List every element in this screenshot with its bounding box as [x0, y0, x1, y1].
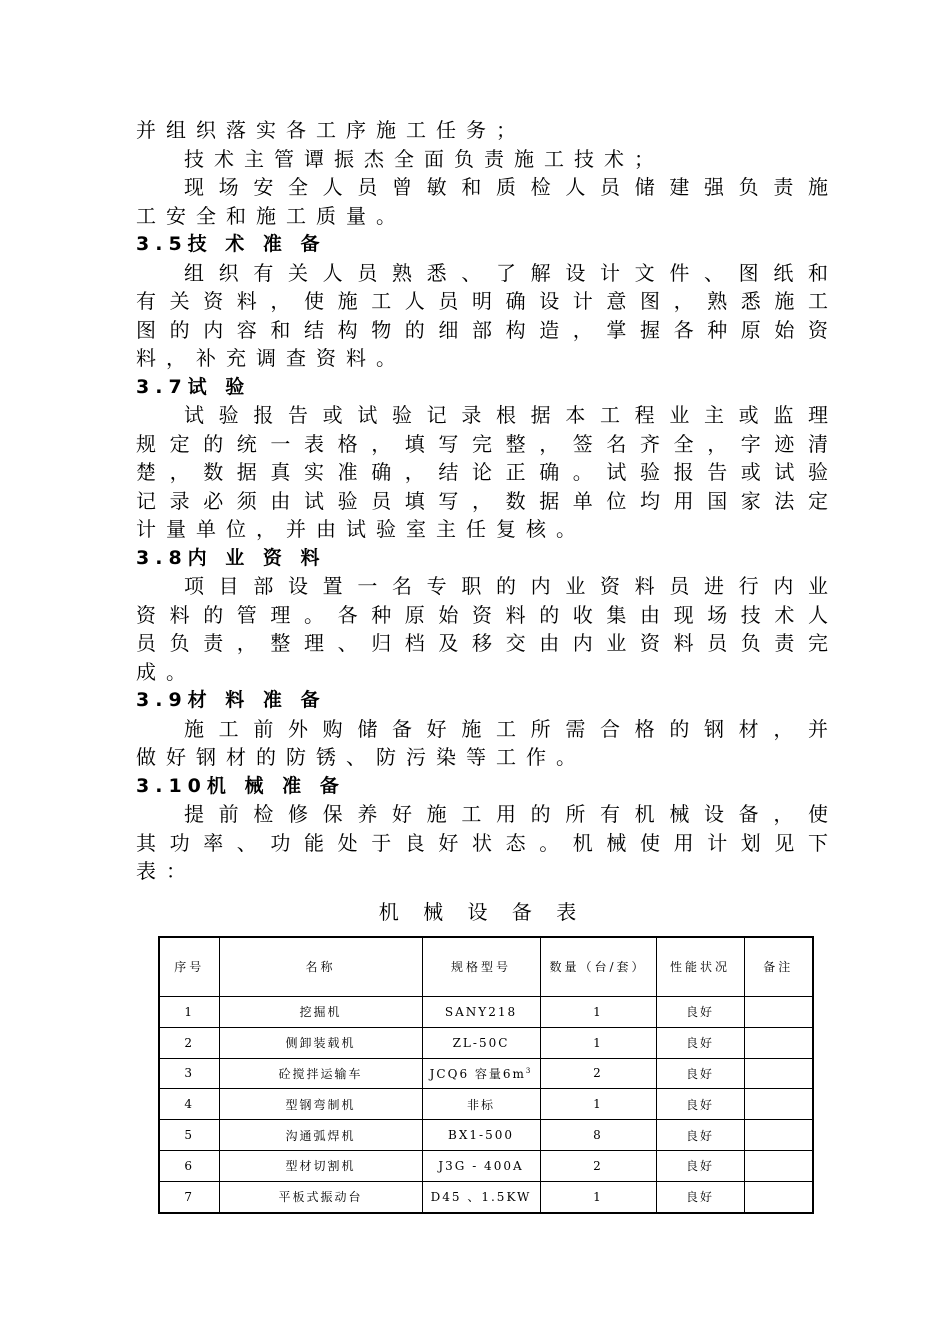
paragraph-line: 其功率、功能处于良好状态。机械使用计划见下: [136, 830, 828, 855]
cell-name: 侧卸装载机: [219, 1027, 422, 1058]
cell-model: D45 、1.5KW: [422, 1181, 540, 1212]
cell-name: 型钢弯制机: [219, 1089, 422, 1120]
cell-qty: 1: [540, 1027, 656, 1058]
section-heading-3-5: 3.5技 术 准 备: [136, 233, 326, 255]
section-heading-3-8: 3.8内 业 资 料: [136, 546, 326, 569]
paragraph-line: 成。: [136, 659, 196, 684]
paragraph-line: 组织有关人员熟悉、了解设计文件、图纸和: [184, 260, 828, 285]
table-header-row: [159, 937, 813, 997]
equipment-table: [158, 936, 814, 1214]
section-heading-3-10: 3.10机 械 准 备: [136, 774, 345, 797]
table-row: [159, 1089, 813, 1120]
table-row: [159, 1027, 813, 1058]
paragraph-line: 计量单位，并由试验室主任复核。: [136, 517, 586, 541]
cell-model-superscript: 3: [525, 1066, 533, 1075]
cell-qty: 2: [540, 1058, 656, 1089]
cell-remark: [744, 1181, 813, 1212]
cell-name: 挖掘机: [219, 997, 422, 1028]
document-body: [136, 116, 828, 926]
cell-no: 4: [159, 1089, 219, 1120]
cell-model: ZL-50C: [422, 1027, 540, 1058]
paragraph-line: 资料的管理。各种原始资料的收集由现场技术人: [136, 602, 828, 627]
paragraph-line: 项目部设置一名专职的内业资料员进行内业: [184, 574, 828, 598]
section-heading-3-7: 3.7试 验: [136, 375, 251, 398]
cell-remark: [744, 1058, 813, 1089]
table-row: [159, 1181, 813, 1212]
cell-status: 良好: [656, 997, 744, 1028]
table-row: [159, 997, 813, 1028]
cell-qty: 1: [540, 997, 656, 1028]
cell-no: 7: [159, 1181, 219, 1212]
cell-status: 良好: [656, 1089, 744, 1120]
cell-qty: 8: [540, 1120, 656, 1151]
paragraph-line: 施工前外购储备好施工所需合格的钢材，并: [184, 716, 828, 741]
cell-no: 2: [159, 1027, 219, 1058]
section-heading-3-9: 3.9材 料 准 备: [136, 689, 326, 711]
header-model: 规格型号: [422, 937, 540, 997]
header-status: 性能状况: [656, 937, 744, 997]
paragraph-line: 试验报告或试验记录根据本工程业主或监理: [184, 403, 828, 427]
cell-status: 良好: [656, 1120, 744, 1151]
header-remark: 备注: [744, 937, 813, 997]
cell-name: 沟通弧焊机: [219, 1120, 422, 1151]
header-no: 序号: [159, 937, 219, 997]
cell-status: 良好: [656, 1058, 744, 1089]
cell-remark: [744, 997, 813, 1028]
paragraph-line: 并组织落实各工序施工任务；: [136, 118, 526, 142]
cell-no: 6: [159, 1150, 219, 1181]
cell-no: 5: [159, 1120, 219, 1151]
cell-model-text: JCQ6 容量6m: [429, 1066, 526, 1081]
header-name: 名称: [219, 937, 422, 997]
table-caption: 机 械 设 备 表: [378, 899, 586, 924]
table-row: [159, 1120, 813, 1151]
paragraph-line: 做好钢材的防锈、防污染等工作。: [136, 745, 586, 769]
table-row: [159, 1058, 813, 1089]
cell-no: 3: [159, 1058, 219, 1089]
paragraph-line: 提前检修保养好施工用的所有机械设备，使: [184, 802, 828, 826]
paragraph-line: 工安全和施工质量。: [136, 203, 406, 228]
cell-remark: [744, 1120, 813, 1151]
cell-name: 型材切割机: [219, 1150, 422, 1181]
cell-remark: [744, 1027, 813, 1058]
cell-model: BX1-500: [422, 1120, 540, 1151]
cell-qty: 1: [540, 1181, 656, 1212]
paragraph-line: 图的内容和结构物的细部构造，掌握各种原始资: [136, 317, 828, 342]
header-qty: 数量（台/套）: [540, 937, 656, 997]
cell-status: 良好: [656, 1150, 744, 1181]
paragraph-line: 现场安全人员曾敏和质检人员储建强负责施: [184, 175, 828, 199]
cell-model: SANY218: [422, 997, 540, 1028]
cell-name: 砼搅拌运输车: [219, 1058, 422, 1089]
cell-status: 良好: [656, 1181, 744, 1212]
cell-qty: 2: [540, 1150, 656, 1181]
cell-remark: [744, 1150, 813, 1181]
cell-status: 良好: [656, 1027, 744, 1058]
paragraph-line: 有关资料，使施工人员明确设计意图，熟悉施工: [136, 289, 828, 313]
cell-name: 平板式振动台: [219, 1181, 422, 1212]
cell-model: [422, 1058, 540, 1089]
paragraph-line: 技术主管谭振杰全面负责施工技术；: [184, 146, 664, 171]
cell-remark: [744, 1089, 813, 1120]
paragraph-line: 员负责，整理、归档及移交由内业资料员负责完: [136, 631, 828, 655]
cell-no: 1: [159, 997, 219, 1028]
paragraph-line: 记录必须由试验员填写，数据单位均用国家法定: [136, 488, 828, 513]
cell-qty: 1: [540, 1089, 656, 1120]
cell-model: J3G - 400A: [422, 1150, 540, 1181]
paragraph-line: 表：: [136, 859, 196, 883]
cell-model: 非标: [422, 1089, 540, 1120]
paragraph-line: 规定的统一表格，填写完整，签名齐全，字迹清: [136, 431, 828, 456]
paragraph-line: 料，补充调查资料。: [136, 346, 406, 370]
table-row: [159, 1150, 813, 1181]
paragraph-line: 楚，数据真实准确，结论正确。试验报告或试验: [136, 460, 828, 484]
